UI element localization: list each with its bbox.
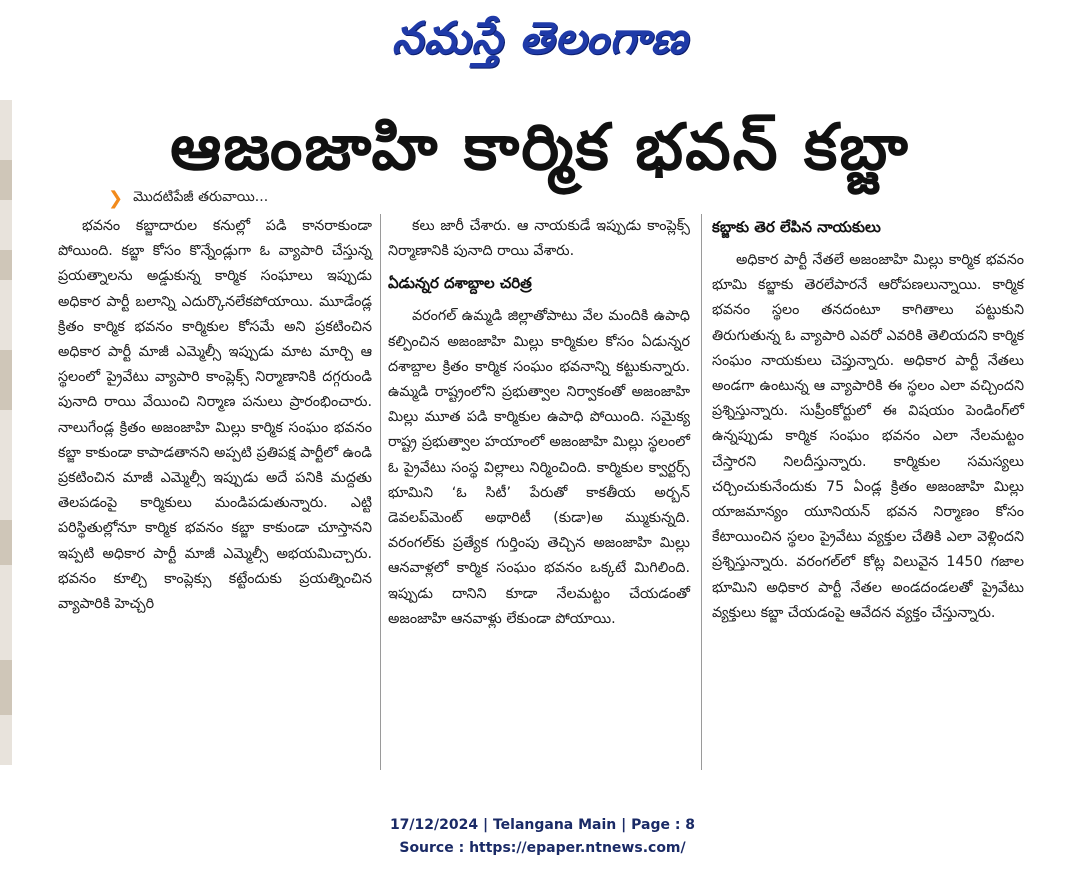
left-photo-strip <box>0 100 12 765</box>
article-column-1 <box>58 214 372 617</box>
masthead-logo: నమస్తే తెలంగాణ <box>391 13 689 64</box>
column-divider <box>701 214 702 770</box>
column-divider <box>380 214 381 770</box>
body-paragraph: కలు జారీ చేశారు. ఆ నాయకుడే ఇప్పుడు కాంప్లెక్స్ నిర్మాణానికి పునాది రాయి వేశారు. <box>388 218 690 260</box>
body-paragraph: వరంగల్ ఉమ్మడి జిల్లాతోపాటు వేల మందికి ఉపాధి కల్పించిన అజంజాహి మిల్లు కార్మికుల కోసం ఏడున్నర దశాబ్దాల క్రితం కార్మిక సంఘం భవనాన్ని కట్టుకున్నారు. ఉమ్మడి రాష్ట్రంలోని ప్రభుత్వాల నిర్వాకంతో అజంజాహి మిల్లు మూత పడి కార్మికుల ఉపాధి పోయింది. సమైక్య రాష్ట్ర ప్రభుత్వాల హయాంలో అజంజాహి మిల్లు స్థలంలో ఓ ప్రైవేటు సంస్థ విల్లాలు నిర్మించింది. కార్మికుల క్వార్టర్స్ భూమిని ‘ఓ సిటీ’ పేరుతో కాకతీయ అర్బన్ డెవలప్‌మెంట్ అథారిటీ (కుడా)అ మ్ముకున్నది. వరంగల్‌కు ప్రత్యేక గుర్తింపు తెచ్చిన అజంజాహి మిల్లు ఆనవాళ్లలో కార్మిక సంఘం భవనం ఒక్కటే మిగిలింది. ఇప్పుడు దానిని కూడా నేలమట్టం చేయడంతో అజంజాహి ఆనవాళ్లు లేకుండా పోయాయి. <box>388 308 690 627</box>
continued-from-front-page <box>108 186 268 210</box>
continued-label: మొదటిపేజీ తరువాయి... <box>133 188 269 205</box>
section-subheading: ఏడున్నర దశాబ్దాల చరిత్ర <box>388 274 532 293</box>
footer-date-edition: 17/12/2024 | Telangana Main | Page : 8 <box>389 817 696 833</box>
body-paragraph: భవనం కబ్జాదారుల కనుల్లో పడి కానరాకుండా పోయింది. కబ్జా కోసం కొన్నేండ్లుగా ఓ వ్యాపారి చేస్తున్న ప్రయత్నాలను అడ్డుకున్న కార్మిక సంఘాలు ఇప్పుడు అధికార పార్టీ బలాన్ని ఎదుర్కొనలేకపోయాయి. మూడేండ్ల క్రితం కార్మిక భవనం కార్మికుల కోసమే అని ప్రకటించిన అధికార పార్టీ మాజీ ఎమ్మెల్సీ ఇప్పుడు మాట మార్చి ఆ స్థలంలో ప్రైవేటు వ్యాపారి కాంప్లెక్స్ నిర్మాణానికి దగ్గరుండి పునాది రాయి వేయించి నిర్మాణ పనులు ప్రారంభించారు. నాలుగేండ్ల క్రితం అజంజాహి మిల్లు కార్మిక సంఘం భవనం కబ్జా కాకుండా కాపాడతానని అప్పటి ప్రతిపక్ష పార్టీలో ఉండి ప్రకటించిన మాజీ ఎమ్మెల్సీ ఇప్పుడు అదే పనికి మద్దతు తెలపడంపై కార్మికులు మండిపడుతున్నారు. ఎట్టి పరిస్థితుల్లోనూ కార్మిక భవనం కబ్జా కాకుండా చూస్తానని ఇప్పటి అధికార పార్టీ మాజీ ఎమ్మెల్సీ అభయమిచ్చారు. భవనం కూల్చి కాంప్లెక్సు కట్టేందుకు ప్రయత్నించిన వ్యాపారికి హెచ్చరి <box>58 218 372 613</box>
article-column-2 <box>388 214 690 632</box>
article-column-3 <box>712 214 1024 626</box>
chevron-right-icon: ❯ <box>108 187 124 209</box>
body-paragraph: అధికార పార్టీ నేతలే అజంజాహి మిల్లు కార్మిక భవనం భూమి కబ్జాకు తెరలేపారనే ఆరోపణలున్నాయి. కార్మిక భవనం స్థలం తనదంటూ కాగితాలు పట్టుకుని తిరుగుతున్న ఓ వ్యాపారి ఎవరో ఎవరికి తెలియదని కార్మిక సంఘం నాయకులు చెప్తున్నారు. అధికార పార్టీ నేతలు అండగా ఉంటున్న ఆ వ్యాపారికి ఈ స్థలం ఎలా వచ్చిందని ప్రశ్నిస్తున్నారు. సుప్రీంకోర్టులో ఈ విషయం పెండింగ్‌లో ఉన్నప్పుడు కార్మిక సంఘం భవనం ఎలా నేలమట్టం చేస్తారని నిలదీస్తున్నారు. కార్మికుల సమస్యలు చర్చించుకునేందుకు 75 ఏండ్ల క్రితం అజంజాహి మిల్లు యాజమాన్యం యూనియన్ భవన నిర్మాణం కోసం కేటాయించిన స్థలం ప్రైవేటు వ్యక్తుల చేతికి ఎలా వెళ్లిందని ప్రశ్నిస్తున్నారు. వరంగల్‌లో కోట్ల విలువైన 1450 గజాల భూమిని అధికార పార్టీ నేతల అండదండలతో ప్రైవేటు వ్యక్తులు కబ్జా చేయడంపై ఆవేదన వ్యక్తం చేస్తున్నారు. <box>712 252 1024 621</box>
headline: ఆజంజాహి కార్మిక భవన్ కబ్జా <box>170 111 910 185</box>
section-subheading: కబ్జాకు తెర లేపిన నాయకులు <box>712 218 881 236</box>
footer-source: Source : https://epaper.ntnews.com/ <box>399 840 686 856</box>
